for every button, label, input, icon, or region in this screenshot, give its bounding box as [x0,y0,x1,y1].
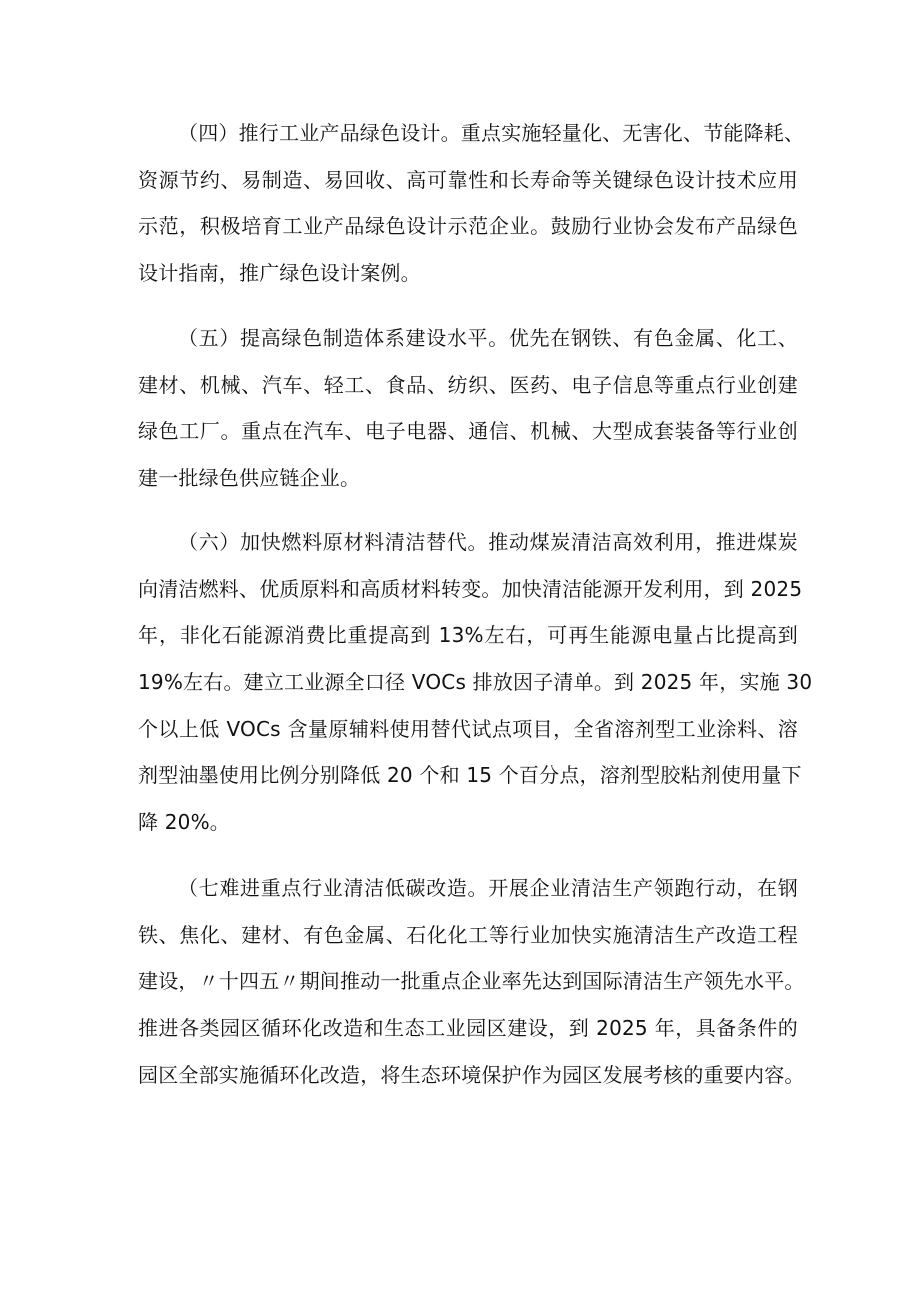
paragraph-green-product-design [138,110,805,297]
paragraph-clean-low-carbon-retrofit [138,865,805,1098]
paragraph-line: 绿色工厂。重点在汽车、电子电器、通信、机械、大型成套装备等行业创 [138,419,798,444]
paragraph-line: 设计指南，推广绿色设计案例。 [138,261,421,286]
paragraph-line: （五）提高绿色制造体系建设水平。优先在钢铁、有色金属、化工、 [178,326,798,350]
paragraph-line: （六）加快燃料原材料清洁替代。推动煤炭清洁高效利用，推进煤炭 [178,530,798,554]
paragraph-line: 铁、焦化、建材、有色金属、石化化工等行业加快实施清洁生产改造工程 [138,922,798,947]
paragraph-line: （七难进重点行业清洁低碳改造。开展企业清洁生产领跑行动，在钢 [178,876,798,900]
paragraph-line: 降 20%。 [138,810,231,835]
paragraph-line: 推进各类园区循环化改造和生态工业园区建设，到 2025 年，具备条件的 [138,1016,798,1041]
paragraph-line: 建一批绿色供应链企业。 [138,466,361,491]
paragraph-clean-fuel-substitution [138,519,813,846]
paragraph-green-manufacturing-system [138,315,798,502]
paragraph-line: 年，非化石能源消费比重提高到 13%左右，可再生能源电量占比提高到 [138,623,798,648]
paragraph-line: 资源节约、易制造、易回收、高可靠性和长寿命等关键绿色设计技术应用 [138,167,798,192]
paragraph-line: 19%左右。建立工业源全口径 VOCs 排放因子清单。到 2025 年，实施 30 [138,670,813,695]
paragraph-line: 园区全部实施循环化改造，将生态环境保护作为园区发展考核的重要内容。 [138,1062,805,1087]
paragraph-line: 示范，积极培育工业产品绿色设计示范企业。鼓励行业协会发布产品绿色 [138,214,798,239]
paragraph-line: 建设，〃十四五〃期间推动一批重点企业率先达到国际清洁生产领先水平。 [138,969,805,994]
paragraph-line: （四）推行工业产品绿色设计。重点实施轻量化、无害化、节能降耗、 [178,121,805,145]
paragraph-line: 剂型油墨使用比例分别降低 20 个和 15 个百分点，溶剂型胶粘剂使用量下 [138,763,802,788]
paragraph-line: 建材、机械、汽车、轻工、食品、纺织、医药、电子信息等重点行业创建 [138,372,798,397]
paragraph-line: 个以上低 VOCs 含量原辅料使用替代试点项目，全省溶剂型工业涂料、溶 [138,716,798,741]
paragraph-line: 向清洁燃料、优质原料和高质材料转变。加快清洁能源开发利用，到 2025 [138,576,803,601]
